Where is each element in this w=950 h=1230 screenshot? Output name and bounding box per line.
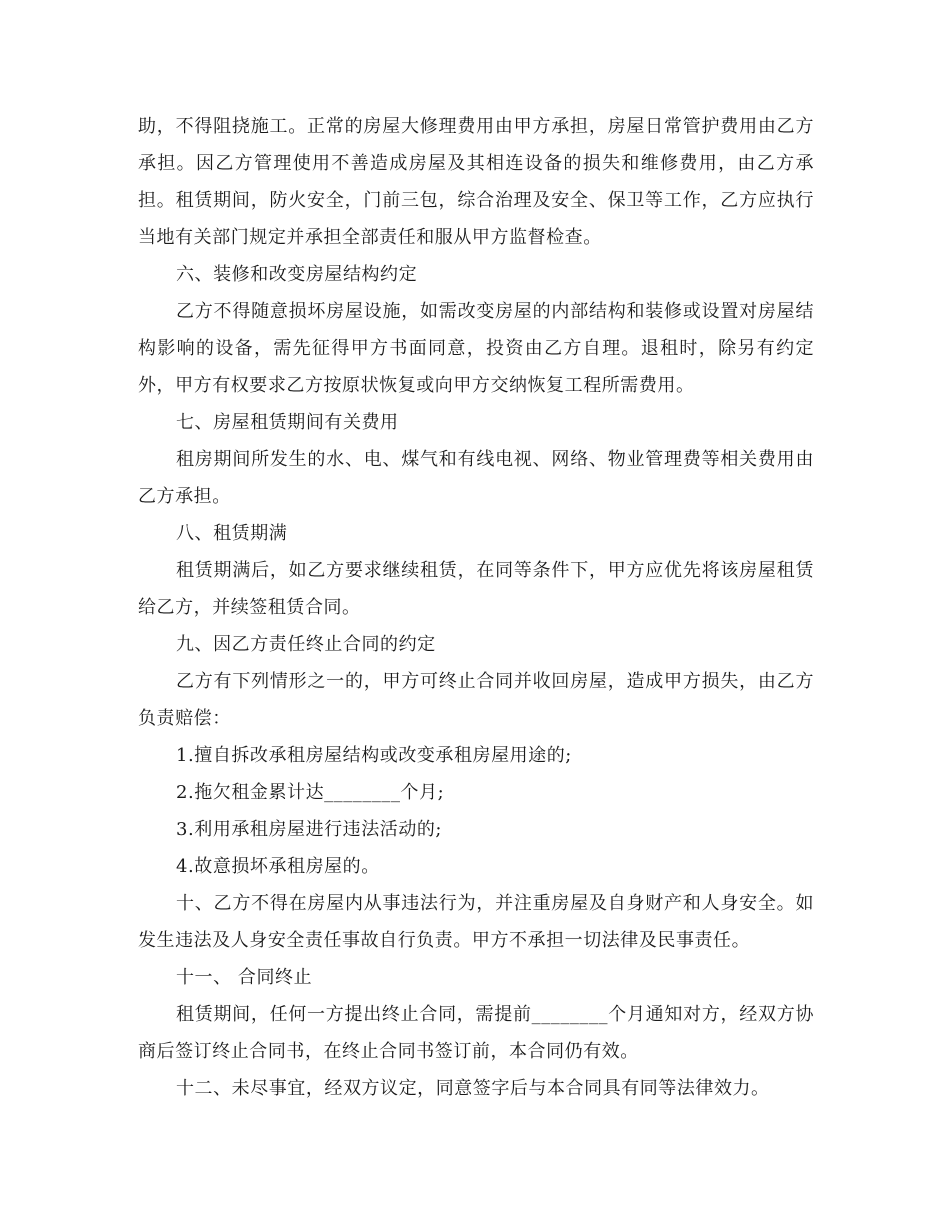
paragraph-termination-conditions: 乙方有下列情形之一的，甲方可终止合同并收回房屋，造成甲方损失，由乙方负责赔偿： [138,671,814,729]
paragraph-continuation: 助，不得阻挠施工。正常的房屋大修理费用由甲方承担，房屋日常管护费用由乙方承担。因乙方管理使用不善造成房屋及其相连设备的损失和维修费用，由乙方承担。租赁期间，防火安全，门前三包，综合治理及安全、保卫等工作，乙方应执行当地有关部门规定并承担全部责任和服从甲方监督检查。 [138,116,814,248]
paragraph-lease-expiry: 租赁期满后，如乙方要求继续租赁，在同等条件下，甲方应优先将该房屋租赁给乙方，并续签租赁合同。 [138,560,814,618]
list-item: 1.擅自拆改承租房屋结构或改变承租房屋用途的; [176,745,572,766]
list-item: 2.拖欠租金累计达________个月; [176,782,445,803]
section-heading-11: 十一、 合同终止 [176,967,313,988]
paragraph-section-10: 十、乙方不得在房屋内从事违法行为，并注重房屋及自身财产和人身安全。如发生违法及人身安全责任事故自行负责。甲方不承担一切法律及民事责任。 [138,893,814,951]
paragraph-section-12: 十二、未尽事宜，经双方议定，同意签字后与本合同具有同等法律效力。 [176,1078,770,1099]
section-heading-8: 八、租赁期满 [176,523,288,544]
paragraph-contract-termination: 租赁期间，任何一方提出终止合同，需提前________个月通知对方，经双方协商后签订终止合同书，在终止合同书签订前，本合同仍有效。 [138,1004,814,1062]
list-item: 3.利用承租房屋进行违法活动的; [176,819,443,840]
paragraph-renovation: 乙方不得随意损坏房屋设施，如需改变房屋的内部结构和装修或设置对房屋结构影响的设备，需先征得甲方书面同意，投资由乙方自理。退租时，除另有约定外，甲方有权要求乙方按原状恢复或向甲方交纳恢复工程所需费用。 [138,301,814,396]
section-heading-7: 七、房屋租赁期间有关费用 [176,412,399,433]
list-item: 4.故意损坏承租房屋的。 [176,856,380,877]
document-body [138,108,814,1107]
paragraph-expenses: 租房期间所发生的水、电、煤气和有线电视、网络、物业管理费等相关费用由乙方承担。 [138,449,814,507]
section-heading-9: 九、因乙方责任终止合同的约定 [176,634,436,655]
section-heading-6: 六、装修和改变房屋结构约定 [176,264,418,285]
